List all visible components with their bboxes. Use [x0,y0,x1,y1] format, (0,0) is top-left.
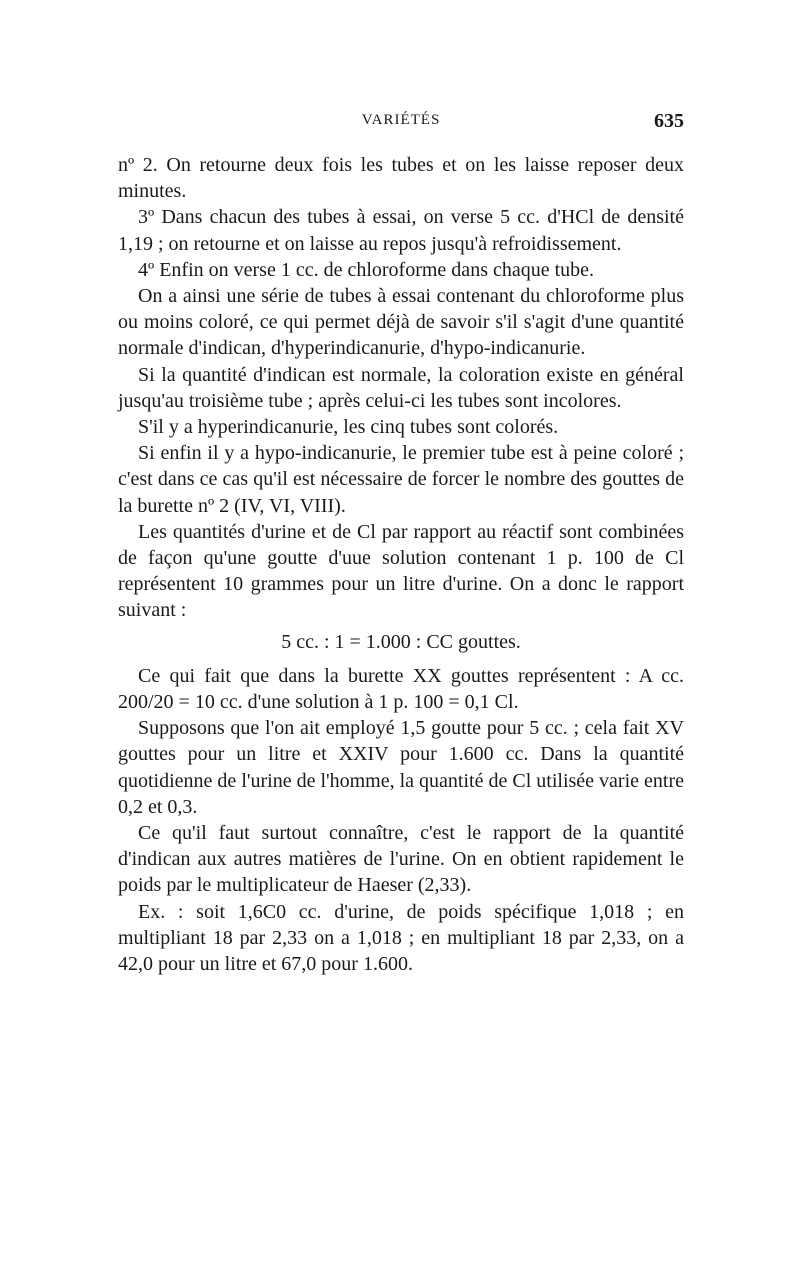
paragraph: S'il y a hyperindicanurie, les cinq tubes sont colorés. [138,416,559,439]
paragraph: Si enfin il y a hypo-indicanurie, le premier tube est à peine coloré ; c'est dans ce cas qu'il est nécessaire de forcer le nombre des gouttes de la burette nº 2 (IV, VI, VIII). [118,442,684,517]
formula: 5 cc. : 1 = 1.000 : CC gouttes. [281,630,521,653]
paragraph: Si la quantité d'indican est normale, la coloration existe en général jusqu'au troisième tube ; après celui-ci les tubes sont incolores. [118,363,684,412]
paragraph: Supposons que l'on ait employé 1,5 goutte pour 5 cc. ; cela fait XV gouttes pour un litre et XXIV pour 1.600 cc. Dans la quantité quotidienne de l'urine de l'homme, la quantité de Cl utilisée varie entre 0,2 et 0,3. [118,717,684,818]
book-page [118,112,684,977]
paragraph: Ce qu'il faut surtout connaître, c'est le rapport de la quantité d'indican aux autres matières de l'urine. On en obtient rapidement le poids par le multiplicateur de Haeser (2,33). [118,822,684,897]
body-text [118,152,684,977]
paragraph: Les quantités d'urine et de Cl par rapport au réactif sont combinées de façon qu'une goutte d'uue solution contenant 1 p. 100 de Cl représentent 10 grammes pour un litre d'urine. On a donc le rapport suivant : [118,520,684,622]
page-number: 635 [654,110,684,132]
page-header [118,112,684,142]
paragraph: nº 2. On retourne deux fois les tubes et on les laisse reposer deux minutes. [118,154,684,203]
paragraph: 3º Dans chacun des tubes à essai, on verse 5 cc. d'HCl de densité 1,19 ; on retourne et on laisse au repos jusqu'à refroidissement. [118,206,684,255]
running-title: VARIÉTÉS [361,112,441,128]
paragraph: 4º Enfin on verse 1 cc. de chloroforme dans chaque tube. [138,258,595,281]
paragraph: Ex. : soit 1,6C0 cc. d'urine, de poids spécifique 1,018 ; en multipliant 18 par 2,33 on a 1,018 ; en multipliant 18 par 2,33, on a 42,0 pour un litre et 67,0 pour 1.600. [118,900,684,976]
paragraph: Ce qui fait que dans la burette XX gouttes représentent : A cc. 200/20 = 10 cc. d'une solution à 1 p. 100 = 0,1 Cl. [118,664,684,714]
paragraph: On a ainsi une série de tubes à essai contenant du chloroforme plus ou moins coloré, ce qui permet déjà de savoir s'il s'agit d'une quantité normale d'indican, d'hyperindicanurie, d'hypo-indicanurie. [118,285,684,360]
